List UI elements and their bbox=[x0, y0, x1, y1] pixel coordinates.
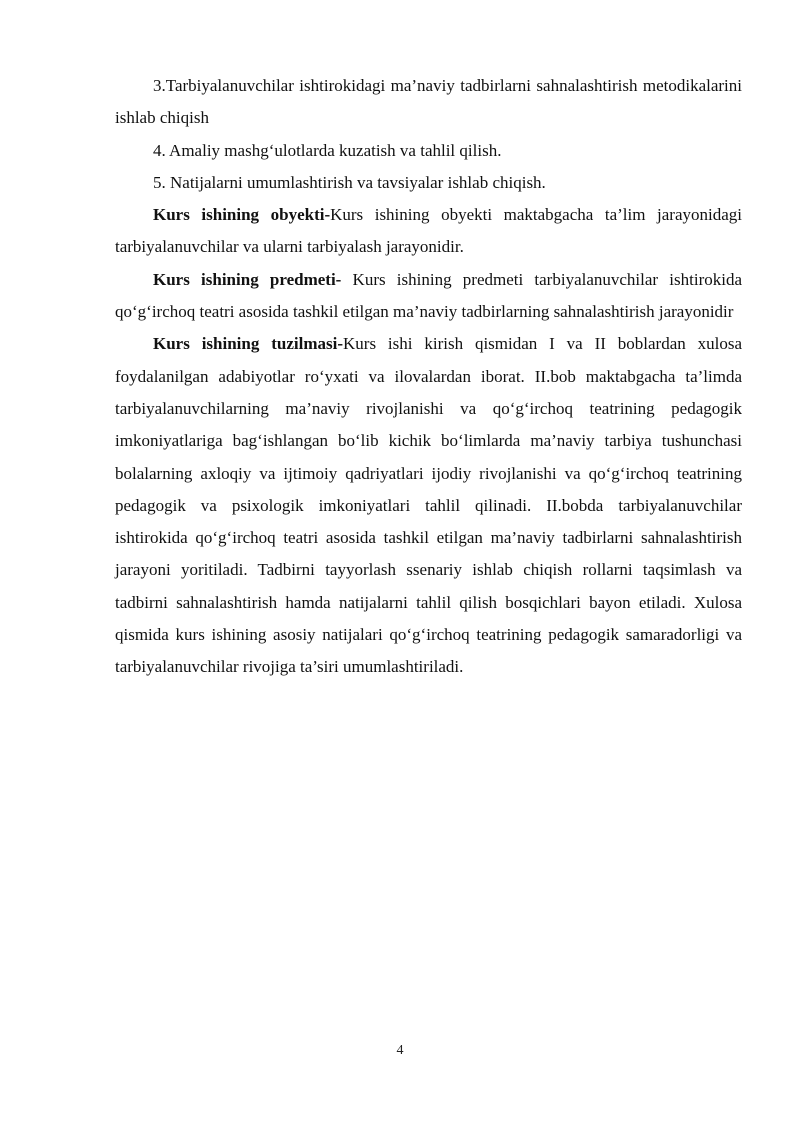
object-text: Kurs ishining obyekti maktabgacha ta’lim jarayonidagi tarbiyalanuvchilar va ularni tarbiyalash jarayonidir. bbox=[115, 205, 742, 257]
list-item-5-text: 5. Natijalarni umumlashtirish va tavsiyalar ishlab chiqish. bbox=[153, 172, 546, 192]
document-body bbox=[115, 70, 742, 684]
list-item-4 bbox=[115, 135, 742, 167]
structure-paragraph bbox=[115, 328, 742, 683]
subject-text: Kurs ishining predmeti tarbiyalanuvchilar ishtirokida qo‘g‘irchoq teatri asosida tashkil etilgan ma’naviy tadbirlarning sahnalashtirish jarayonidir bbox=[115, 269, 742, 322]
object-paragraph bbox=[115, 199, 742, 264]
list-item-3-text: 3.Tarbiyalanuvchilar ishtirokidagi ma’naviy tadbirlarni sahnalashtirish metodikalarini ishlab chiqish bbox=[115, 76, 742, 128]
list-item-4-text: 4. Amaliy mashg‘ulotlarda kuzatish va tahlil qilish. bbox=[153, 140, 502, 160]
subject-heading: Kurs ishining predmeti- bbox=[153, 269, 342, 289]
page-number: 4 bbox=[396, 1043, 404, 1058]
structure-text: Kurs ishi kirish qismidan I va II boblardan xulosa foydalanilgan adabiyotlar ro‘yxati va ilovalardan iborat. II.bob maktabgacha ta’limda tarbiyalanuvchilarning ma’naviy rivojlanishi va qo‘g‘irchoq teatrining pedagogik imkoniyatlariga bag‘ishlangan bo‘lib kichik bo‘limlarda ma’naviy tarbiya tushunchasi bolalarning axloqiy va ijtimoiy qadriyatlari ijodiy rivojlanishi va qo‘g‘irchoq teatrining pedagogik va psixologik imkoniyatlari tahlil qilinadi. II.bobda tarbiyalanuvchilar ishtirokida qo‘g‘irchoq teatri asosida tashkil etilgan ma’naviy tadbirlarni sahnalashtirish jarayoni yoritiladi. Tadbirni tayyorlash ssenariy ishlab chiqish rollarni taqsimlash va tadbirni sahnalashtirish hamda natijalarni tahlil qilish bosqichlari bayon etiladi. Xulosa qismida kurs ishining asosiy natijalari qo‘g‘irchoq teatrining pedagogik samaradorligi va tarbiyalanuvchilar rivojiga ta’siri umumlashtiriladi. bbox=[115, 334, 742, 677]
structure-heading: Kurs ishining tuzilmasi- bbox=[153, 334, 343, 354]
list-item-5 bbox=[115, 167, 742, 199]
list-item-3 bbox=[115, 70, 742, 135]
subject-paragraph bbox=[115, 264, 742, 329]
object-heading: Kurs ishining obyekti- bbox=[153, 205, 331, 225]
